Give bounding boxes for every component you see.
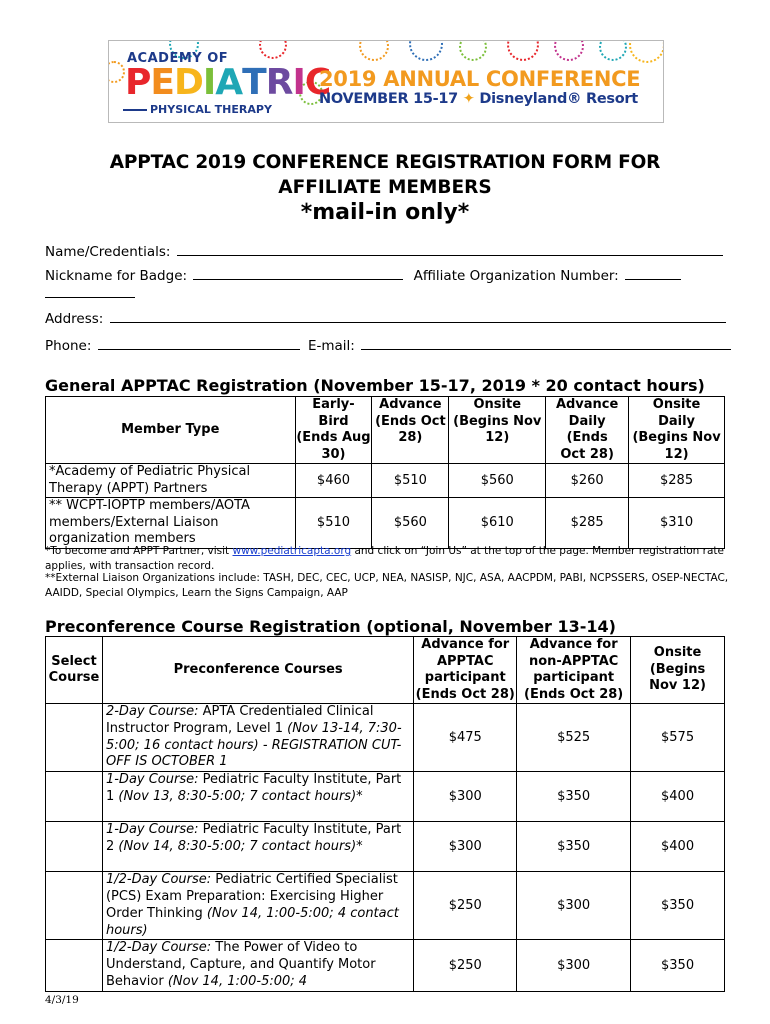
email-blank[interactable] <box>361 338 731 350</box>
select-course-box[interactable] <box>46 772 103 822</box>
price-cell: $560 <box>449 464 546 498</box>
conference-banner <box>108 40 664 123</box>
member-type-header: Member Type <box>46 397 296 464</box>
col-onsite: Onsite (Begins Nov 12) <box>449 397 546 464</box>
price-cell: $510 <box>295 498 372 549</box>
price-cell: $560 <box>372 498 449 549</box>
logo-letter: C <box>304 62 331 103</box>
general-registration-title: General APPTAC Registration (November 15-17, 2019 * 20 contact hours) <box>45 376 705 395</box>
table-row <box>46 940 725 992</box>
logo-letter: R <box>265 62 293 103</box>
col-early-bird: Early- Bird (Ends Aug 30) <box>296 397 371 462</box>
price-cell: $525 <box>517 704 631 772</box>
precon-header-row <box>46 637 725 704</box>
form-title-line1: APPTAC 2019 CONFERENCE REGISTRATION FORM FOR <box>109 152 661 173</box>
col-advance-daily: Advance Daily (Ends Oct 28) <box>546 397 629 464</box>
table-row <box>46 704 725 772</box>
member-type-cell: *Academy of Pediatric Physical Therapy (APPT) Partners <box>46 464 296 498</box>
course-description: 2-Day Course: APTA Credentialed Clinical Instructor Program, Level 1 (Nov 13-14, 7:30-5:00; 16 contact hours) - REGISTRATION CUT-OFF IS OCTOBER 1 <box>102 704 413 772</box>
logo-academy-of: ACADEMY OF <box>127 51 229 66</box>
price-cell: $285 <box>629 464 725 498</box>
price-cell: $575 <box>631 704 725 772</box>
logo-pediatric <box>125 63 330 103</box>
address-field[interactable]: Address: <box>45 311 726 327</box>
table-row <box>46 772 725 822</box>
general-header-row <box>46 397 725 464</box>
price-cell: $250 <box>414 940 517 992</box>
course-description: 1-Day Course: Pediatric Faculty Institute, Part 1 (Nov 13, 8:30-5:00; 7 contact hours)* <box>102 772 413 822</box>
affiliate-number-blank[interactable] <box>625 268 681 280</box>
logo-letter: T <box>242 62 266 103</box>
logo-letter: I <box>292 62 305 103</box>
form-title-line2: AFFILIATE MEMBERS <box>278 177 492 198</box>
col-advance-non-apptac: Advance for non-APPTAC participant (Ends Oct 28) <box>517 637 631 704</box>
table-row <box>46 464 725 498</box>
price-cell: $350 <box>631 872 725 940</box>
price-cell: $250 <box>414 872 517 940</box>
logo-letter: A <box>215 62 243 103</box>
liaison-orgs-note: **External Liaison Organizations include: TASH, DEC, CEC, UCP, NEA, NASISP, NJC, ASA, AACPDM, PABI, NCPSSERS, OSEP-NECTAC, AAIDD, Special Olympics, Learn the Signs Campaign, AAP <box>45 572 729 599</box>
select-course-box[interactable] <box>46 872 103 940</box>
name-field[interactable]: Name/Credentials: <box>45 244 723 260</box>
course-description: 1/2-Day Course: Pediatric Certified Specialist (PCS) Exam Preparation: Exercising Higher Order Thinking (Nov 14, 1:00-5:00; 4 contact hours) <box>102 872 413 940</box>
course-description: 1-Day Course: Pediatric Faculty Institute, Part 2 (Nov 14, 8:30-5:00; 7 contact hours)* <box>102 822 413 872</box>
appt-partner-note: *To become and APPT Partner, visit www.pediatricapta.org and click on “Join Us” at the top of the page. Member registration rate applies, with transaction record. <box>45 545 724 572</box>
logo-letter: I <box>202 62 216 103</box>
nickname-blank[interactable] <box>193 268 403 280</box>
footer-date: 4/3/19 <box>45 994 79 1006</box>
course-description: 1/2-Day Course: The Power of Video to Understand, Capture, and Quantify Motor Behavior (Nov 14, 1:00-5:00; 4 <box>102 940 413 992</box>
affiliate-number-label: Affiliate Organization Number: <box>413 268 619 284</box>
conference-dates: NOVEMBER 15-17 ✦ Disneyland® Resort <box>319 91 638 107</box>
select-course-box[interactable] <box>46 704 103 772</box>
logo-letter: D <box>173 62 203 103</box>
price-cell: $460 <box>295 464 372 498</box>
price-cell: $310 <box>629 498 725 549</box>
price-cell: $350 <box>517 822 631 872</box>
price-cell: $400 <box>631 822 725 872</box>
logo-letter: P <box>125 62 151 103</box>
phone-blank[interactable] <box>98 338 300 350</box>
form-title-mail-in: *mail-in only* <box>300 200 470 225</box>
phone-email-field[interactable]: Phone: E-mail: <box>45 338 731 354</box>
email-label: E-mail: <box>307 338 355 354</box>
price-cell: $260 <box>546 464 629 498</box>
address-blank[interactable] <box>110 311 726 323</box>
general-registration-table <box>45 396 725 549</box>
preconference-table <box>45 636 725 992</box>
col-onsite: Onsite (Begins Nov 12) <box>631 637 725 704</box>
price-cell: $610 <box>449 498 546 549</box>
price-cell: $400 <box>631 772 725 822</box>
table-row <box>46 822 725 872</box>
col-advance-apptac: Advance for APPTAC participant (Ends Oct 28) <box>415 637 515 702</box>
member-type-cell: ** WCPT-IOPTP members/AOTA members/External Liaison organization members <box>46 498 296 549</box>
preconference-title: Preconference Course Registration (optional, November 13-14) <box>45 617 616 636</box>
courses-header: Preconference Courses <box>102 637 413 704</box>
logo-physical-therapy: PHYSICAL THERAPY <box>123 103 272 116</box>
price-cell: $300 <box>414 822 517 872</box>
col-advance: Advance (Ends Oct 28) <box>372 397 449 464</box>
price-cell: $300 <box>517 940 631 992</box>
table-row <box>46 872 725 940</box>
col-onsite-daily: Onsite Daily (Begins Nov 12) <box>629 397 725 464</box>
price-cell: $350 <box>631 940 725 992</box>
name-blank[interactable] <box>177 244 723 256</box>
conference-title: 2019 ANNUAL CONFERENCE <box>319 67 641 91</box>
price-cell: $285 <box>546 498 629 549</box>
price-cell: $300 <box>517 872 631 940</box>
pediatricapta-link[interactable]: www.pediatricapta.org <box>232 545 352 557</box>
select-course-box[interactable] <box>46 940 103 992</box>
price-cell: $510 <box>372 464 449 498</box>
logo-letter: E <box>150 62 174 103</box>
price-cell: $475 <box>414 704 517 772</box>
table-row <box>46 498 725 549</box>
nickname-field[interactable]: Nickname for Badge: Affiliate Organization Number: <box>45 268 681 284</box>
star-icon: ✦ <box>462 91 475 107</box>
select-course-header: Select Course <box>46 637 103 704</box>
price-cell: $300 <box>414 772 517 822</box>
affiliate-number-continuation[interactable] <box>45 286 135 302</box>
select-course-box[interactable] <box>46 822 103 872</box>
price-cell: $350 <box>517 772 631 822</box>
